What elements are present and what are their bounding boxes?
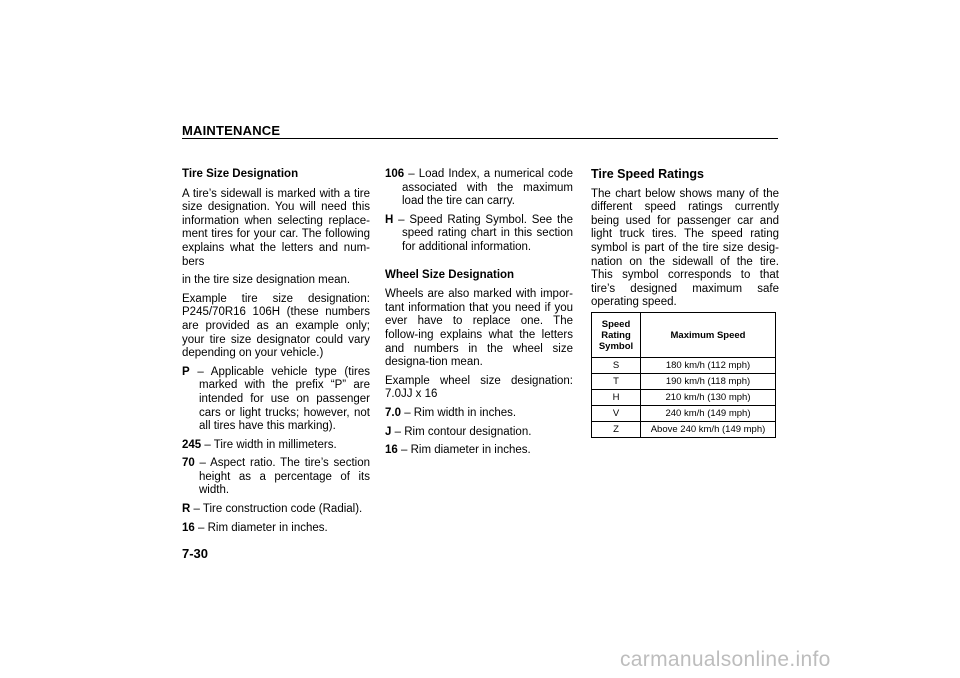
definition-item: 70 – Aspect ratio. The tire’s section height as a percentage of its width. bbox=[182, 457, 370, 497]
header-rule bbox=[182, 138, 778, 139]
definition-text: Tire construction code (Radial). bbox=[202, 503, 363, 516]
column-1 bbox=[182, 168, 370, 540]
definition-code: 7.0 bbox=[385, 406, 401, 419]
definition-code: 106 bbox=[385, 168, 405, 180]
definition-item: R – Tire construction code (Radial). bbox=[182, 503, 363, 516]
table-header-speed: Maximum Speed bbox=[641, 313, 776, 358]
definition-text: Tire width in millimeters. bbox=[213, 438, 337, 451]
definition-text: Applicable vehicle type (tires marked with the prefix “P” are intended for use on passenger cars or light trucks; however, not all tires have this marking). bbox=[199, 365, 370, 433]
table-cell-symbol: H bbox=[592, 390, 641, 406]
definition-item: J – Rim contour designation. bbox=[385, 425, 532, 438]
page-number: 7-30 bbox=[182, 546, 209, 561]
table-row bbox=[592, 406, 776, 422]
definition-code: 70 bbox=[182, 457, 195, 470]
table-cell-speed: Above 240 km/h (149 mph) bbox=[641, 422, 776, 438]
table-cell-symbol: Z bbox=[592, 422, 641, 438]
table-cell-speed: 210 km/h (130 mph) bbox=[641, 390, 776, 406]
table-row bbox=[592, 390, 776, 406]
table-cell-symbol: T bbox=[592, 374, 641, 390]
definition-item: P – Applicable vehicle type (tires marked with the prefix “P” are intended for use on passenger cars or light trucks; however, not all tires have this marking). bbox=[182, 365, 370, 433]
table-cell-symbol: S bbox=[592, 358, 641, 374]
paragraph: The chart below shows many of the different speed ratings currently being used for passenger car and light truck tires. The speed rating symbol is part of the tire size desig-nation on the sidewall of the tire. This symbol corresponds to that tire’s designed maximum safe operating speed. bbox=[591, 187, 779, 309]
definition-item: 7.0 – Rim width in inches. bbox=[385, 406, 517, 419]
table-cell-speed: 180 km/h (112 mph) bbox=[641, 358, 776, 374]
definition-text: Aspect ratio. The tire’s section height as a percentage of its width. bbox=[199, 457, 370, 497]
definition-item: 16 – Rim diameter in inches. bbox=[385, 444, 531, 457]
table-cell-speed: 190 km/h (118 mph) bbox=[641, 374, 776, 390]
paragraph: A tire’s sidewall is marked with a tire size designation. You will need this information when selecting replace-ment tires for your car. The following explains what the letters and num-bers bbox=[182, 187, 370, 268]
definition-code: 16 bbox=[182, 521, 195, 534]
tire-size-heading: Tire Size Designation bbox=[182, 168, 299, 180]
table-row bbox=[592, 374, 776, 390]
table-header-row bbox=[592, 313, 776, 358]
definition-text: Rim width in inches. bbox=[413, 406, 517, 419]
paragraph: Wheels are also marked with impor-tant information that you need if you ever have to replace one. The follow-ing explains what the letters and numbers in the wheel size designa-tion mean. bbox=[385, 288, 573, 369]
definition-code: 245 bbox=[182, 438, 202, 451]
table-row bbox=[592, 422, 776, 438]
definition-item: 16 – Rim diameter in inches. bbox=[182, 521, 328, 534]
speed-ratings-heading: Tire Speed Ratings bbox=[591, 167, 704, 181]
definition-code: P bbox=[182, 365, 190, 378]
definition-code: H bbox=[385, 213, 394, 226]
definition-text: Speed Rating Symbol. See the speed rating chart in this section for additional information. bbox=[402, 213, 573, 253]
column-3 bbox=[591, 168, 779, 315]
table-cell-symbol: V bbox=[592, 406, 641, 422]
speed-rating-table bbox=[591, 312, 776, 438]
wheel-size-heading: Wheel Size Designation bbox=[385, 268, 515, 281]
definition-text: Rim diameter in inches. bbox=[207, 521, 328, 534]
definition-item: 245 – Tire width in millimeters. bbox=[182, 438, 337, 451]
definition-text: Rim contour designation. bbox=[404, 425, 532, 438]
definition-text: Rim diameter in inches. bbox=[410, 444, 531, 457]
paragraph: Example wheel size designation: 7.0JJ x 16 bbox=[385, 374, 573, 401]
definition-item: 106 – Load Index, a numerical code associated with the maximum load the tire can carry. bbox=[385, 168, 573, 208]
definition-code: J bbox=[385, 425, 392, 438]
table-header-symbol: Speed Rating Symbol bbox=[592, 313, 641, 358]
definition-item: H – Speed Rating Symbol. See the speed rating chart in this section for additional information. bbox=[385, 213, 573, 253]
definition-text: Load Index, a numerical code associated with the maximum load the tire can carry. bbox=[402, 168, 573, 208]
section-header: MAINTENANCE bbox=[182, 123, 281, 138]
table-cell-speed: 240 km/h (149 mph) bbox=[641, 406, 776, 422]
paragraph: in the tire size designation mean. bbox=[182, 274, 351, 287]
table-row bbox=[592, 358, 776, 374]
definition-code: 16 bbox=[385, 444, 398, 457]
paragraph: Example tire size designation: P245/70R16 106H (these numbers are provided as an example only; your tire size designator could vary depending on your vehicle.) bbox=[182, 292, 370, 360]
watermark: carmanualsonline.info bbox=[620, 648, 831, 671]
column-2 bbox=[385, 168, 573, 463]
definition-code: R bbox=[182, 503, 191, 516]
